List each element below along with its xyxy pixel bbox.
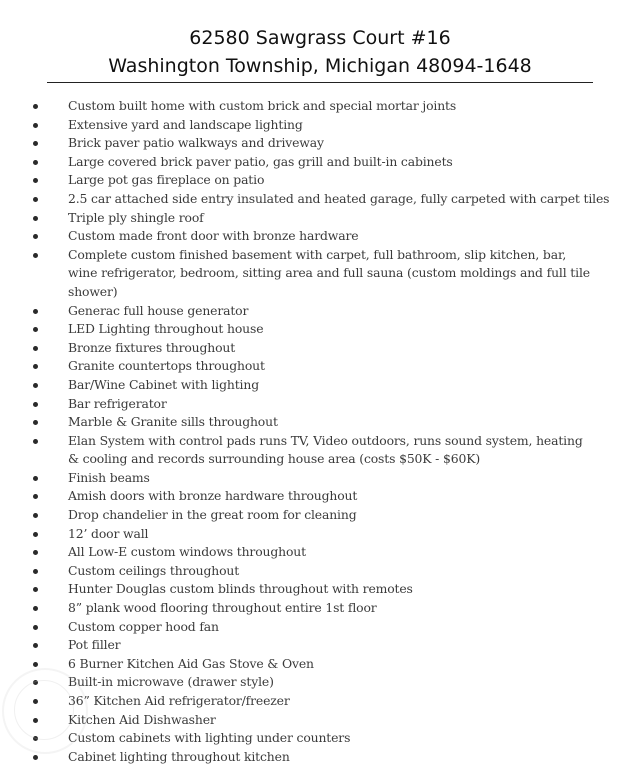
list-item-text: Built-in microwave (drawer style) [68, 674, 274, 690]
list-item [0, 711, 640, 730]
watermark-logo [2, 668, 88, 754]
list-item [0, 320, 640, 339]
list-item-text: Custom ceilings throughout [68, 562, 240, 578]
list-item-text: LED Lighting throughout house [68, 321, 264, 337]
bullet-icon [33, 532, 38, 537]
list-item-text: 12’ door wall [68, 525, 149, 541]
bullet-icon [33, 606, 38, 611]
list-item [0, 171, 640, 190]
list-item [0, 302, 640, 321]
list-item-text: Custom copper hood fan [68, 618, 219, 634]
bullet-icon [33, 160, 38, 165]
list-item [0, 543, 640, 562]
list-item-text: 8” plank wood flooring throughout entire 1st floor [68, 600, 377, 616]
watermark-inner-ring [14, 680, 74, 740]
bullet-icon [33, 123, 38, 128]
list-item [0, 357, 640, 376]
list-item [0, 116, 640, 135]
list-item-text: Marble & Granite sills throughout [68, 414, 278, 430]
list-item [0, 97, 640, 116]
bullet-icon [33, 178, 38, 183]
list-item-text: 36” Kitchen Aid refrigerator/freezer [68, 693, 290, 708]
list-item [0, 395, 640, 414]
bullet-icon [33, 569, 38, 574]
bullet-icon [33, 420, 38, 425]
list-item-text: Extensive yard and landscape lighting [68, 116, 303, 132]
bullet-icon [33, 216, 38, 221]
list-item [0, 618, 640, 637]
list-item [0, 339, 640, 358]
list-item-text: Triple ply shingle roof [68, 209, 204, 225]
list-item-text: Complete custom finished basement with carpet, full bathroom, slip kitchen, bar, wine refrigerator, bedroom, sitting area and full sauna (custom moldings and full tile shower) [68, 246, 590, 299]
list-item-text: Bar refrigerator [68, 395, 167, 411]
list-item-text: Bronze fixtures throughout [68, 339, 236, 355]
list-item-text: Generac full house generator [68, 302, 249, 318]
list-item-text: 2.5 car attached side entry insulated and heated garage, fully carpeted with carpet tiles [68, 190, 610, 206]
bullet-icon [33, 439, 38, 444]
list-item [0, 506, 640, 525]
list-item-text: Brick paver patio walkways and driveway [68, 135, 324, 151]
list-item-text: Custom made front door with bronze hardware [68, 228, 359, 244]
bullet-icon [33, 346, 38, 351]
bullet-icon [33, 402, 38, 407]
list-item [0, 599, 640, 618]
list-item-text: Large covered brick paver patio, gas grill and built-in cabinets [68, 153, 453, 169]
list-item [0, 636, 640, 655]
bullet-icon [33, 476, 38, 481]
list-item-text: Finish beams [68, 469, 150, 485]
bullet-icon [33, 755, 38, 760]
list-item-text: Cabinet lighting throughout kitchen [68, 748, 290, 764]
list-item-text: 6 Burner Kitchen Aid Gas Stove & Oven [68, 655, 314, 671]
list-item-text: Bar/Wine Cabinet with lighting [68, 376, 259, 392]
list-item [0, 246, 640, 302]
list-item-text: Hunter Douglas custom blinds throughout with remotes [68, 581, 413, 597]
list-item [0, 209, 640, 228]
bullet-icon [33, 625, 38, 630]
list-item [0, 413, 640, 432]
list-item [0, 673, 640, 692]
list-item [0, 487, 640, 506]
bullet-icon [33, 197, 38, 202]
list-item-text: Custom built home with custom brick and special mortar joints [68, 98, 457, 113]
list-item-text: Pot filler [68, 637, 121, 653]
list-item [0, 729, 640, 748]
list-item [0, 562, 640, 581]
list-item [0, 469, 640, 488]
list-item [0, 655, 640, 674]
document-heading [0, 25, 640, 80]
list-item [0, 525, 640, 544]
feature-list [0, 97, 640, 766]
bullet-icon [33, 141, 38, 146]
list-item [0, 153, 640, 172]
bullet-icon [33, 364, 38, 369]
list-item [0, 692, 640, 711]
bullet-icon [33, 104, 38, 109]
list-item [0, 376, 640, 395]
list-item [0, 580, 640, 599]
list-item-text: All Low-E custom windows throughout [68, 544, 306, 560]
list-item-text: Kitchen Aid Dishwasher [68, 711, 216, 727]
city-state-zip-line: Washington Township, Michigan 48094-1648 [108, 55, 532, 77]
list-item [0, 432, 640, 469]
bullet-icon [33, 383, 38, 388]
bullet-icon [33, 234, 38, 239]
list-item-text: Elan System with control pads runs TV, Video outdoors, runs sound system, heating & cooling and records surrounding house area (costs $50K - $60K) [68, 432, 583, 467]
bullet-icon [33, 327, 38, 332]
heading-divider [47, 82, 593, 83]
list-item [0, 134, 640, 153]
list-item-text: Granite countertops throughout [68, 358, 265, 374]
address-line: 62580 Sawgrass Court #16 [189, 27, 451, 49]
bullet-icon [33, 309, 38, 314]
list-item [0, 190, 640, 209]
bullet-icon [33, 662, 38, 667]
bullet-icon [33, 253, 38, 258]
list-item-text: Amish doors with bronze hardware throughout [68, 488, 358, 504]
list-item-text: Large pot gas fireplace on patio [68, 172, 265, 188]
list-item [0, 748, 640, 767]
bullet-icon [33, 513, 38, 518]
bullet-icon [33, 550, 38, 555]
bullet-icon [33, 494, 38, 499]
list-item [0, 227, 640, 246]
list-item-text: Drop chandelier in the great room for cleaning [68, 507, 357, 523]
list-item-text: Custom cabinets with lighting under counters [68, 730, 351, 746]
bullet-icon [33, 643, 38, 648]
bullet-icon [33, 587, 38, 592]
